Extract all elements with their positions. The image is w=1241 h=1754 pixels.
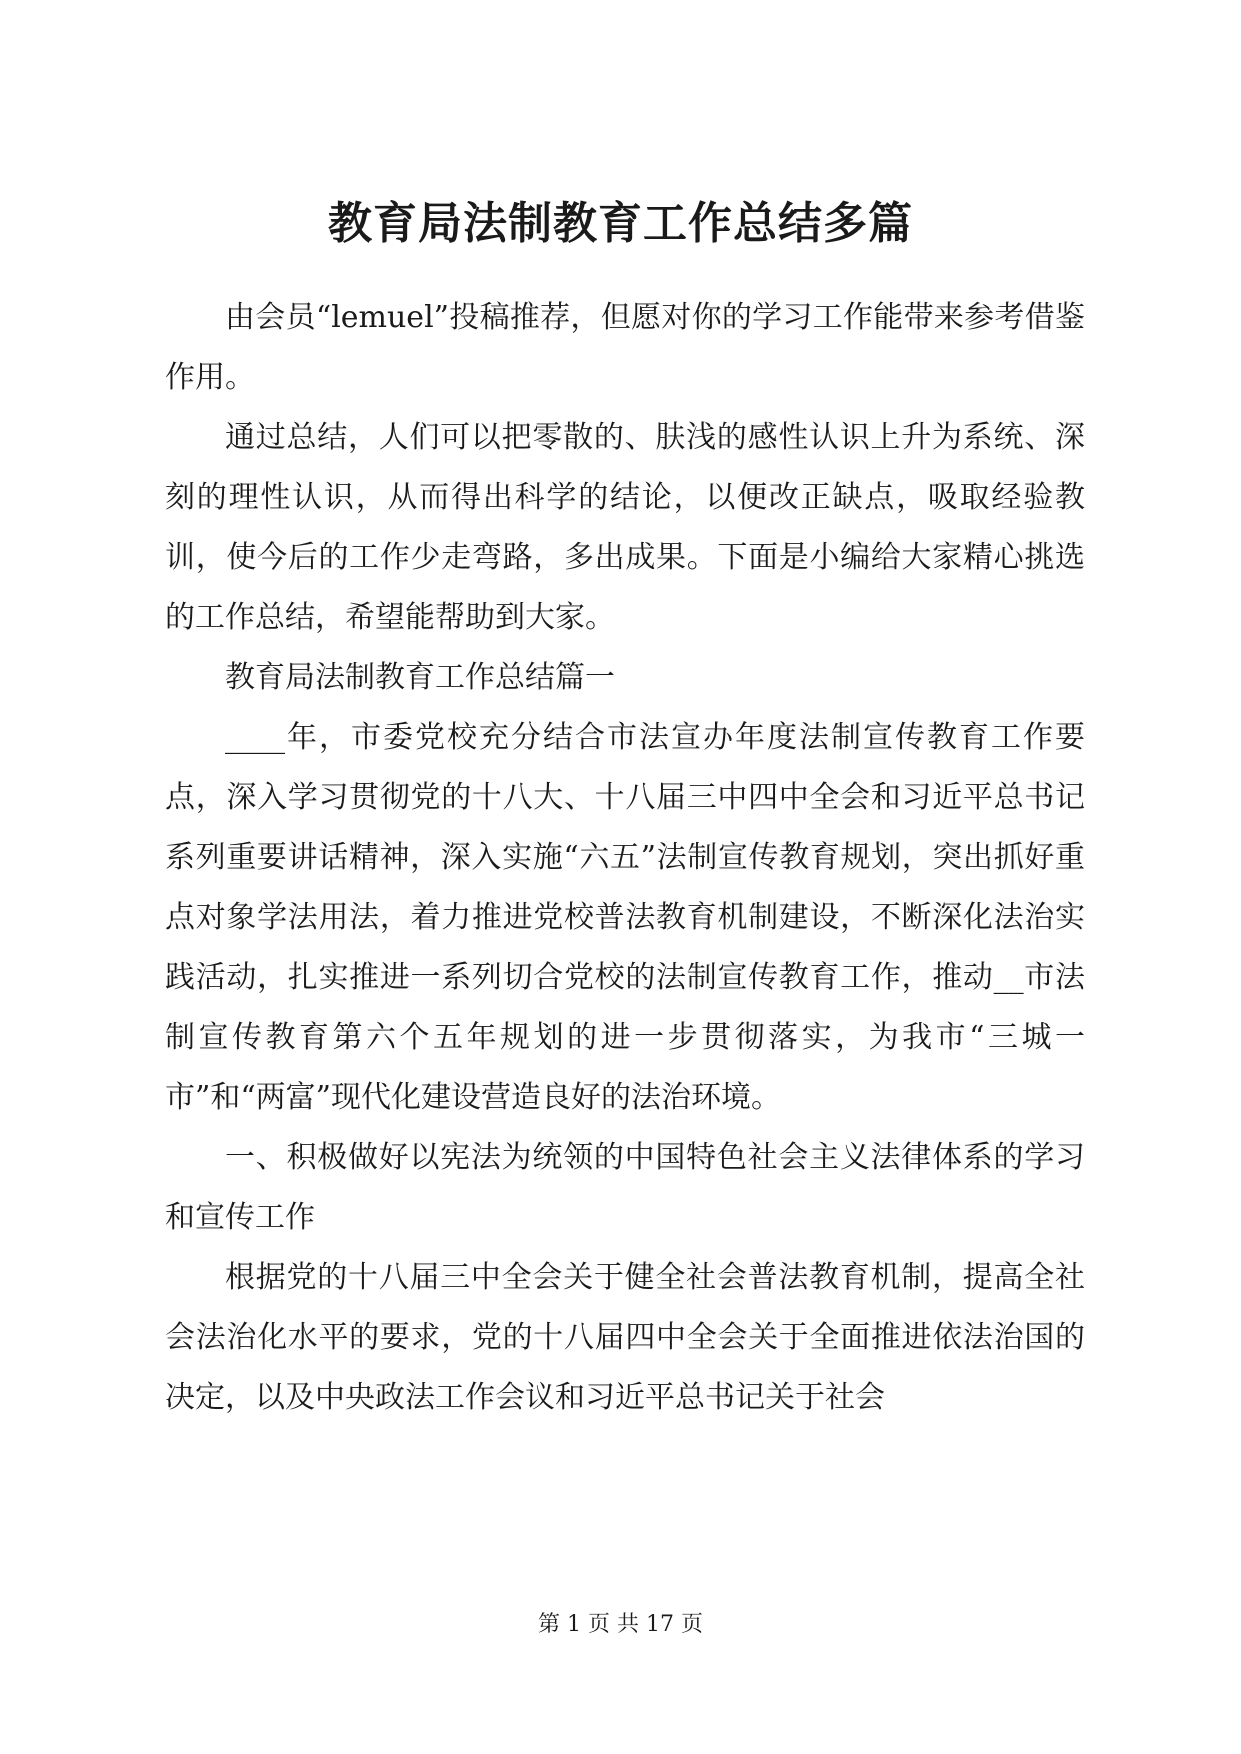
document-title: 教育局法制教育工作总结多篇 <box>328 198 913 249</box>
paragraph-yearly-overview: ____年，市委党校充分结合市法宣办年度法制宣传教育工作要点，深入学习贯彻党的十八大、十八届三中四中全会和习近平总书记系列重要讲话精神，深入实施“六五”法制宣传教育规划，突出抓好重点对象学法用法，着力推进党校普法教育机制建设，不断深化法治实践活动，扎实推进一系列切合党校的法制宣传教育工作，推动__市法制宣传教育第六个五年规划的进一步贯彻落实，为我市“三城一市”和“两富”现代化建设营造良好的法治环境。 <box>165 720 1085 1115</box>
subheading-constitution-study: 一、积极做好以宪法为统领的中国特色社会主义法律体系的学习和宣传工作 <box>165 1140 1085 1235</box>
paragraph-plenary-requirements: 根据党的十八届三中全会关于健全社会普法教育机制，提高全社会法治化水平的要求，党的十八届四中全会关于全面推进依法治国的决定，以及中央政法工作会议和习近平总书记关于社会 <box>165 1260 1085 1415</box>
section-heading-part-one: 教育局法制教育工作总结篇一 <box>225 660 615 695</box>
page-number-footer: 第 1 页 共 17 页 <box>538 1612 703 1637</box>
paragraph-intro: 由会员“lemuel”投稿推荐，但愿对你的学习工作能带来参考借鉴作用。 <box>165 300 1085 395</box>
document-body <box>165 288 1085 1428</box>
paragraph-summary-purpose: 通过总结，人们可以把零散的、肤浅的感性认识上升为系统、深刻的理性认识，从而得出科学的结论，以便改正缺点，吸取经验教训，使今后的工作少走弯路，多出成果。下面是小编给大家精心挑选的工作总结，希望能帮助到大家。 <box>165 420 1085 635</box>
